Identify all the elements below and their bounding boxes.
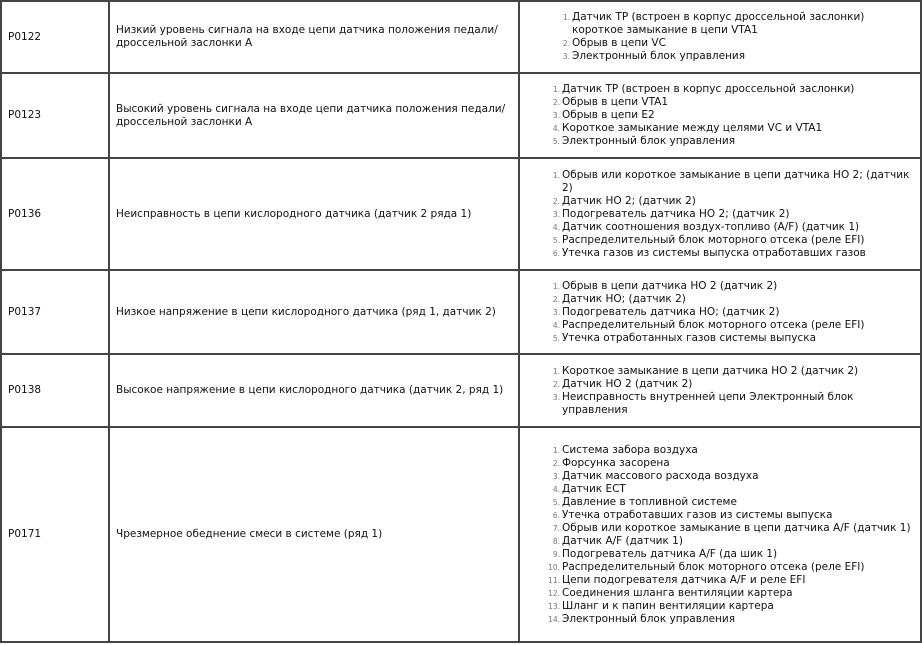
list-item <box>550 319 914 332</box>
list-item <box>550 574 914 587</box>
list-item <box>550 96 914 109</box>
list-number: 4. <box>552 320 560 330</box>
list-item <box>550 522 914 535</box>
list-item <box>550 509 914 522</box>
list-number: 1. <box>562 13 570 22</box>
cause-text: Обрыв или короткое замыкание в цепи датчика A/F (датчик 1) <box>562 521 911 534</box>
dtc-code: P0137 <box>1 270 109 354</box>
list-item <box>550 306 914 319</box>
cause-text: Утечка отработавших газов из системы выпуска <box>562 508 833 521</box>
list-item <box>550 483 914 496</box>
dtc-code: P0138 <box>1 354 109 427</box>
list-number: 5. <box>552 235 560 245</box>
list-item <box>550 109 914 122</box>
dtc-causes <box>519 158 921 270</box>
list-number: 3. <box>562 52 570 61</box>
list-number: 9. <box>552 549 560 559</box>
list-item <box>550 613 914 626</box>
list-item <box>550 280 914 293</box>
cause-text: Обрыв в цепи датчика НО 2 (датчик 2) <box>562 279 778 292</box>
list-number: 13. <box>548 601 560 611</box>
cause-text: Распределительный блок моторного отсека (реле EFI) <box>562 318 865 331</box>
cause-text: Обрыв в цепи Е2 <box>562 109 655 121</box>
dtc-code: P0136 <box>1 158 109 270</box>
list-item <box>560 50 914 63</box>
dtc-description: Низкое напряжение в цепи кислородного датчика (ряд 1, датчик 2) <box>109 270 519 354</box>
cause-text: Обрыв в цепи VC <box>572 37 666 49</box>
dtc-description: Чрезмерное обеднение смеси в системе (ряд 1) <box>109 427 519 642</box>
causes-list <box>526 444 914 626</box>
list-item <box>550 234 914 247</box>
list-item <box>550 391 914 417</box>
list-item <box>550 247 914 260</box>
list-item <box>550 535 914 548</box>
list-number: 1. <box>552 85 560 94</box>
table-row <box>1 158 921 270</box>
cause-text: Форсунка засорена <box>562 456 670 469</box>
cause-text: Электронный блок управления <box>572 50 746 62</box>
list-number: 3. <box>552 111 560 120</box>
list-number: 10. <box>548 562 560 572</box>
list-item <box>550 293 914 306</box>
dtc-causes <box>519 354 921 427</box>
dtc-code: P0123 <box>1 73 109 158</box>
dtc-causes <box>519 270 921 354</box>
dtc-code: P0122 <box>1 1 109 73</box>
cause-text: Электронный блок управления <box>562 612 736 625</box>
list-item <box>550 444 914 457</box>
list-item <box>560 11 914 37</box>
cause-text: Шланг и к папин вентиляции картера <box>562 599 774 612</box>
cause-text: Неисправность внутренней цепи Электронный блок управления <box>562 390 854 416</box>
list-number: 2. <box>552 379 560 389</box>
list-item <box>550 561 914 574</box>
cause-text: Короткое замыкание между целями VC и VTA1 <box>562 122 823 134</box>
list-item <box>550 548 914 561</box>
causes-list <box>526 11 914 63</box>
dtc-code: P0171 <box>1 427 109 642</box>
cause-text: Подогреватель датчика A/F (да шик 1) <box>562 547 778 560</box>
dtc-causes <box>519 427 921 642</box>
list-number: 3. <box>552 392 560 402</box>
cause-text: Распределительный блок моторного отсека (реле EFI) <box>562 560 865 573</box>
list-number: 1. <box>552 366 560 376</box>
list-number: 2. <box>552 458 560 468</box>
list-item <box>550 470 914 483</box>
table-row <box>1 270 921 354</box>
cause-text: Подогреватель датчика НО; (датчик 2) <box>562 305 780 318</box>
list-number: 2. <box>552 294 560 304</box>
list-number: 5. <box>552 137 560 146</box>
table-row <box>1 1 921 73</box>
table-row <box>1 354 921 427</box>
list-item <box>550 587 914 600</box>
list-number: 2. <box>552 98 560 107</box>
list-item <box>550 195 914 208</box>
cause-text: Датчик ЕСТ <box>562 482 626 495</box>
cause-text: Датчик соотношения воздух-топливо (A/F) (датчик 1) <box>562 220 860 233</box>
list-item <box>560 37 914 50</box>
list-number: 12. <box>548 588 560 598</box>
list-item <box>550 208 914 221</box>
list-item <box>550 122 914 135</box>
list-item <box>550 378 914 391</box>
list-number: 1. <box>552 281 560 291</box>
cause-text: Утечка газов из системы выпуска отработавших газов <box>562 246 866 259</box>
causes-list <box>526 83 914 148</box>
list-item <box>550 332 914 345</box>
cause-text: Цепи подогревателя датчика A/F и реле EFI <box>562 573 806 586</box>
list-number: 3. <box>552 307 560 317</box>
cause-text: Датчик ТР (встроен в корпус дроссельной заслонки) короткое замыкание в цепи VTA1 <box>572 11 865 36</box>
cause-text: Утечка отработанных газов системы выпуска <box>562 331 817 344</box>
cause-text: Датчик НО 2; (датчик 2) <box>562 194 696 207</box>
table-row <box>1 73 921 158</box>
cause-text: Датчик НО 2 (датчик 2) <box>562 377 693 390</box>
list-number: 2. <box>552 196 560 206</box>
list-item <box>550 600 914 613</box>
cause-text: Давление в топливной системе <box>562 495 737 508</box>
cause-text: Датчик ТР (встроен в корпус дроссельной заслонки) <box>562 83 855 95</box>
cause-text: Обрыв в цепи VTA1 <box>562 96 669 108</box>
list-number: 3. <box>552 209 560 219</box>
list-number: 1. <box>552 170 560 180</box>
list-number: 14. <box>548 614 560 624</box>
causes-list <box>526 280 914 345</box>
cause-text: Распределительный блок моторного отсека (реле EFI) <box>562 233 865 246</box>
dtc-causes <box>519 1 921 73</box>
list-number: 5. <box>552 497 560 507</box>
list-number: 5. <box>552 333 560 343</box>
list-number: 8. <box>552 536 560 546</box>
cause-text: Подогреватель датчика НО 2; (датчик 2) <box>562 207 790 220</box>
dtc-description: Неисправность в цепи кислородного датчика (датчик 2 ряда 1) <box>109 158 519 270</box>
causes-list <box>526 169 914 260</box>
cause-text: Обрыв или короткое замыкание в цепи датчика НО 2; (датчик 2) <box>562 168 910 194</box>
list-item <box>550 169 914 195</box>
list-number: 1. <box>552 445 560 455</box>
list-number: 2. <box>562 39 570 48</box>
cause-text: Короткое замыкание в цепи датчика НО 2 (датчик 2) <box>562 364 859 377</box>
dtc-description: Высокий уровень сигнала на входе цепи датчика положения педали/дроссельной заслонки А <box>109 73 519 158</box>
cause-text: Электронный блок управления <box>562 135 736 147</box>
list-number: 7. <box>552 523 560 533</box>
cause-text: Датчик НО; (датчик 2) <box>562 292 686 305</box>
list-item <box>550 496 914 509</box>
list-item <box>550 135 914 148</box>
cause-text: Датчик A/F (датчик 1) <box>562 534 683 547</box>
list-number: 6. <box>552 248 560 258</box>
list-item <box>550 365 914 378</box>
list-number: 3. <box>552 471 560 481</box>
cause-text: Соединения шланга вентиляции картера <box>562 586 793 599</box>
dtc-causes <box>519 73 921 158</box>
list-item <box>550 221 914 234</box>
cause-text: Система забора воздуха <box>562 443 698 456</box>
list-number: 6. <box>552 510 560 520</box>
cause-text: Датчик массового расхода воздуха <box>562 469 759 482</box>
dtc-description: Высокое напряжение в цепи кислородного датчика (датчик 2, ряд 1) <box>109 354 519 427</box>
list-number: 4. <box>552 484 560 494</box>
dtc-description: Низкий уровень сигнала на входе цепи датчика положения педали/дроссельной заслонки А <box>109 1 519 73</box>
list-item <box>550 457 914 470</box>
list-number: 4. <box>552 222 560 232</box>
table-row <box>1 427 921 642</box>
list-number: 4. <box>552 124 560 133</box>
list-number: 11. <box>548 575 560 585</box>
list-item <box>550 83 914 96</box>
causes-list <box>526 365 914 417</box>
